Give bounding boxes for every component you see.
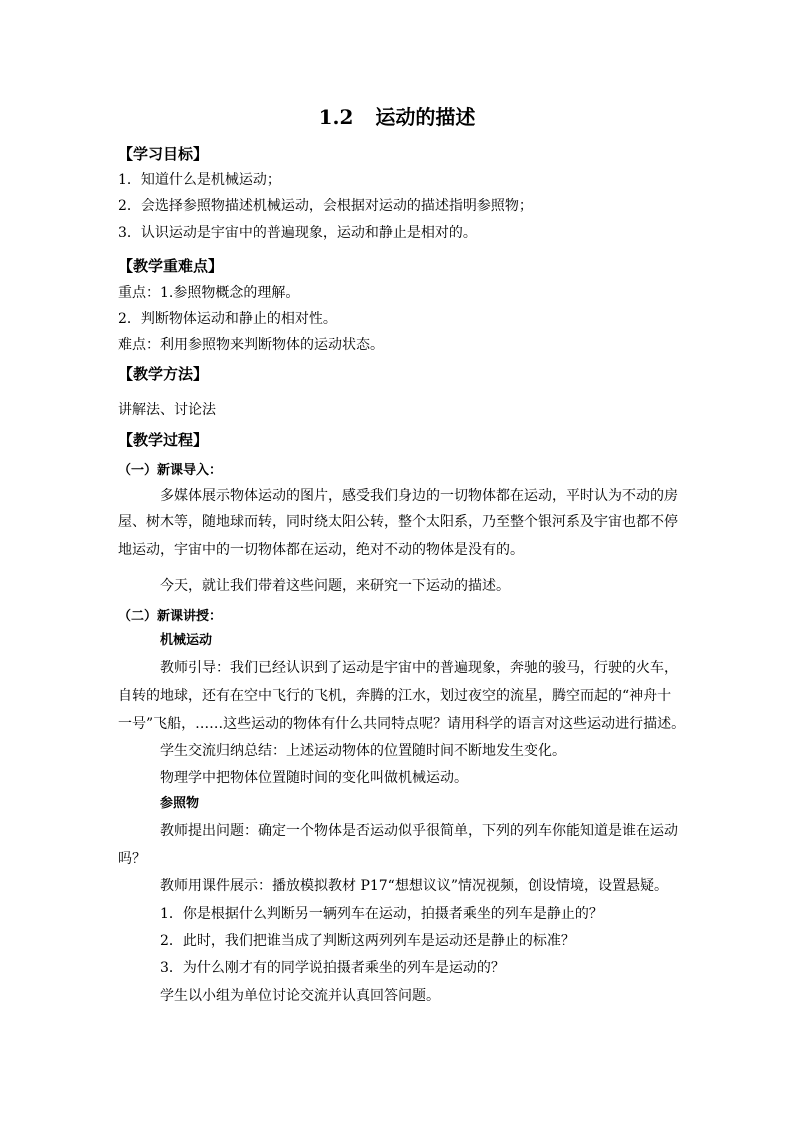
demo-text: 教师用课件展示：播放模拟教材 P17“想想议议”情况视频，创设情境，设置悬疑。: [160, 878, 668, 894]
process-heading: 【教学过程】: [118, 431, 209, 449]
part1-para1-line2: 屋、树木等，随地球而转，同时绕太阳公转，整个太阳系，乃至整个银河系及宇宙也都不停: [118, 514, 678, 530]
key-point-1: 重点：1.参照物概念的理解。: [118, 285, 300, 301]
part1-subheading: （一）新课导入：: [118, 463, 223, 478]
discussion-question-2: 2．此时，我们把谁当成了判断这两列列车是运动还是静止的标准？: [160, 933, 575, 949]
goals-heading: 【学习目标】: [118, 145, 209, 163]
discussion-question-3: 3．为什么刚才有的同学说拍摄者乘坐的列车是运动的？: [160, 960, 505, 976]
key-point-3: 难点：利用参照物来判断物体的运动状态。: [118, 337, 384, 353]
title-text: 运动的描述: [375, 105, 476, 129]
methods-heading: 【教学方法】: [118, 365, 209, 383]
methods-text: 讲解法、讨论法: [118, 402, 216, 418]
guide-line2: 自转的地球，还有在空中飞行的飞机，奔腾的江水，划过夜空的流星，腾空而起的“神舟十: [118, 688, 672, 704]
part2-subheading: （二）新课讲授：: [118, 609, 223, 624]
goal-item-2: 2．会选择参照物描述机械运动，会根据对运动的描述指明参照物；: [118, 198, 533, 214]
question-line2: 吗？: [118, 851, 146, 867]
title-number: 1.2: [318, 105, 354, 129]
part1-para1-line1: 多媒体展示物体运动的图片，感受我们身边的一切物体都在运动，平时认为不动的房: [160, 488, 678, 504]
question-line1: 教师提出问题：确定一个物体是否运动似乎很简单，下列的列车你能知道是谁在运动: [160, 823, 678, 839]
guide-line1: 教师引导：我们已经认识到了运动是宇宙中的普遍现象，奔驰的骏马，行驶的火车，: [160, 660, 678, 676]
discussion-question-1: 1．你是根据什么判断另一辆列车在运动，拍摄者乘坐的列车是静止的？: [160, 906, 603, 922]
definition-text: 物理学中把物体位置随时间的变化叫做机械运动。: [160, 770, 468, 786]
part1-para1-line3: 地运动，宇宙中的一切物体都在运动，绝对不动的物体是没有的。: [118, 542, 524, 558]
summary-text: 学生交流归纳总结：上述运动物体的位置随时间不断地发生变化。: [160, 743, 566, 759]
key-point-2: 2．判断物体运动和静止的相对性。: [118, 311, 337, 327]
topic-mechanical-motion: 机械运动: [160, 633, 213, 648]
goal-item-3: 3．认识运动是宇宙中的普遍现象，运动和静止是相对的。: [118, 225, 477, 241]
guide-line3: 一号”飞船，……这些运动的物体有什么共同特点呢？请用科学的语言对这些运动进行描述。: [118, 716, 686, 732]
key-points-heading: 【教学重难点】: [118, 257, 224, 275]
topic-reference-object: 参照物: [160, 796, 200, 811]
page-title: [0, 105, 794, 129]
goal-item-1: 1．知道什么是机械运动；: [118, 172, 281, 188]
part1-para2: 今天，就让我们带着这些问题，来研究一下运动的描述。: [160, 578, 510, 594]
closing-text: 学生以小组为单位讨论交流并认真回答问题。: [160, 988, 440, 1004]
